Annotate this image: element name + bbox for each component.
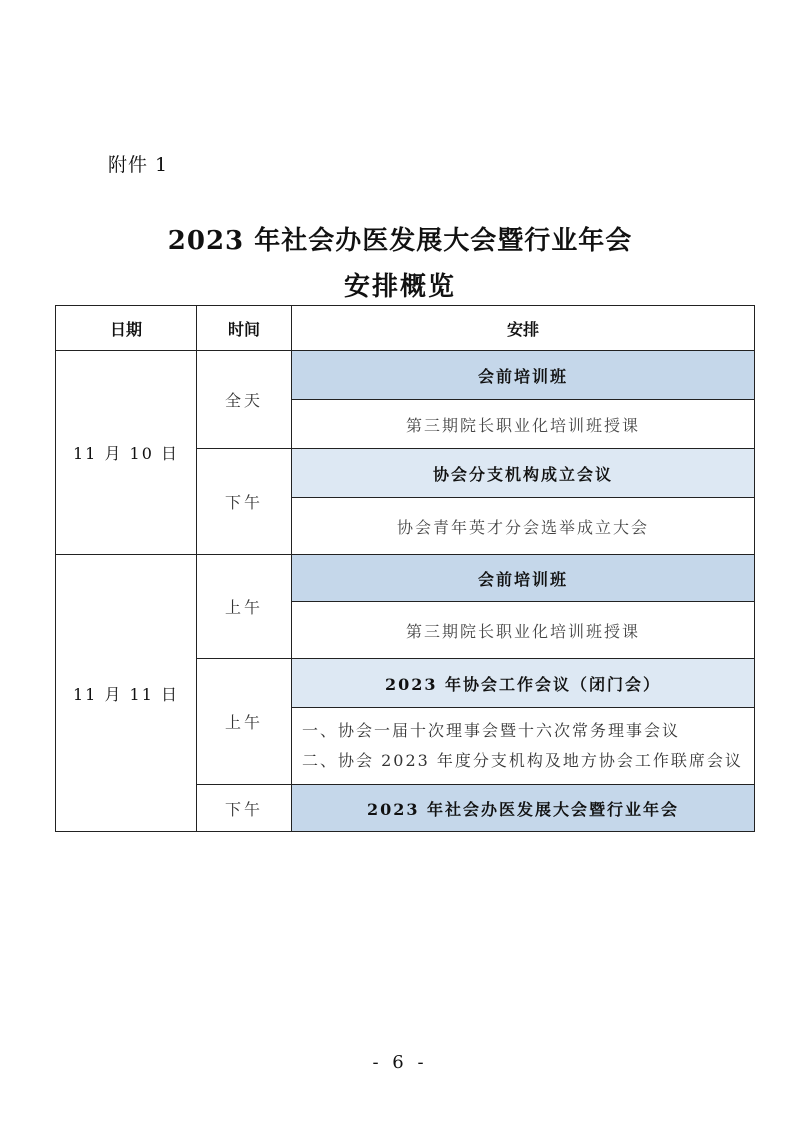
session-title: 会前培训班 [292, 351, 755, 400]
table-header-row [56, 306, 755, 351]
document-subtitle: 安排概览 [343, 272, 456, 302]
session-title: 会前培训班 [292, 555, 755, 602]
date-cell: 11 月 10 日 [56, 351, 197, 555]
header-date: 日期 [56, 306, 197, 351]
time-cell: 下午 [197, 785, 292, 832]
session-detail: 二、协会 2023 年度分支机构及地方协会工作联席会议 [302, 751, 743, 770]
header-time: 时间 [197, 306, 292, 351]
session-detail: 协会青年英才分会选举成立大会 [292, 498, 755, 555]
attachment-label: 附件 1 [108, 154, 169, 176]
time-cell: 上午 [197, 659, 292, 785]
page-number: - 6 - [372, 1052, 428, 1073]
date-cell: 11 月 11 日 [56, 555, 197, 832]
session-detail: 第三期院长职业化培训班授课 [292, 400, 755, 449]
session-title: 2023 年社会办医发展大会暨行业年会 [292, 785, 755, 832]
table-row [56, 351, 755, 400]
document-title: 2023 年社会办医发展大会暨行业年会 [167, 226, 633, 256]
session-detail: 第三期院长职业化培训班授课 [292, 602, 755, 659]
session-title: 2023 年协会工作会议（闭门会） [292, 659, 755, 708]
time-cell: 上午 [197, 555, 292, 659]
session-title: 协会分支机构成立会议 [292, 449, 755, 498]
session-detail-list [292, 708, 755, 785]
time-cell: 下午 [197, 449, 292, 555]
time-cell: 全天 [197, 351, 292, 449]
session-detail: 一、协会一届十次理事会暨十六次常务理事会议 [302, 721, 681, 740]
schedule-table [55, 305, 755, 832]
header-arrangement: 安排 [292, 306, 755, 351]
table-row [56, 555, 755, 602]
